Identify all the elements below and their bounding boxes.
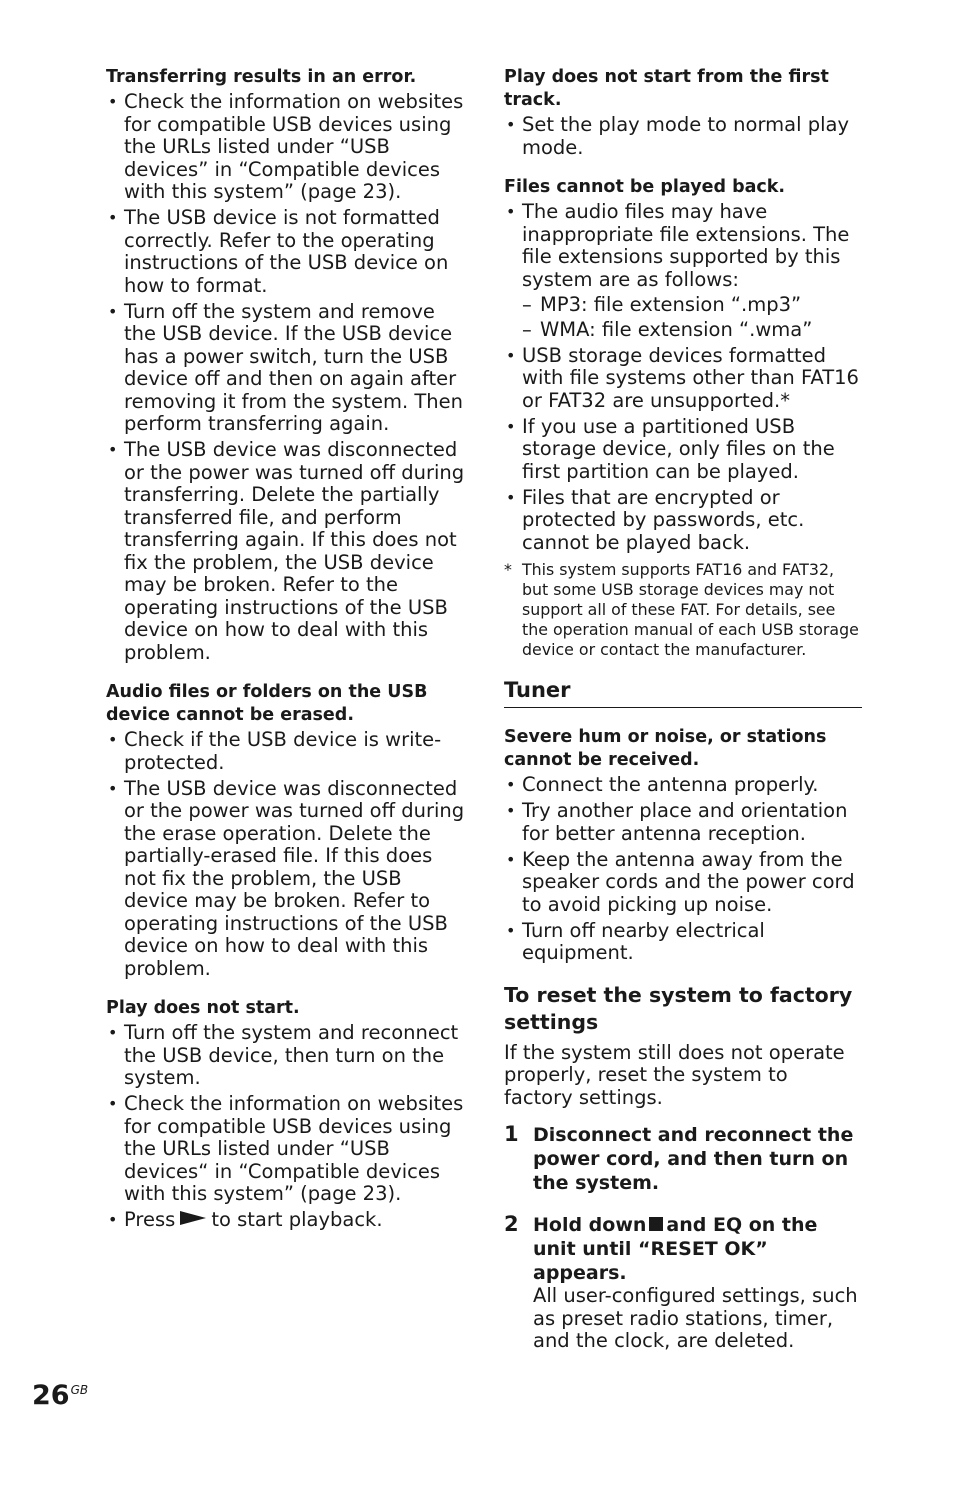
section-heading: Play does not start from the first track. bbox=[504, 67, 829, 110]
bullet-icon: • bbox=[108, 730, 118, 749]
list-item: • Turn off the system and reconnect the USB device, then turn on the system. bbox=[108, 1021, 459, 1089]
list-item: • Check the information on websites for compatible USB devices using the URLs listed under “USB devices“ in “Compatible devices with this system” (page 23). bbox=[108, 1092, 464, 1205]
step-1 bbox=[504, 1123, 862, 1195]
bullet-icon: • bbox=[506, 115, 516, 134]
bullet-icon: • bbox=[506, 920, 516, 940]
reset-title: To reset the system to factory settings bbox=[504, 982, 853, 1034]
list-item: • The USB device was disconnected or the power was turned off during transferring. Delete the partially transferred file, and perform transferring again. If this does not fix the problem, the USB device may be broken. Refer to the operating instructions of the USB device on how to deal with this problem. bbox=[108, 438, 465, 664]
step-number: 1 bbox=[504, 1122, 519, 1146]
play-icon bbox=[180, 1211, 206, 1225]
section-transfer-error bbox=[106, 66, 466, 664]
bullet-icon: • bbox=[108, 440, 118, 459]
list-item: • The USB device is not formatted correctly. Refer to the operating instructions of the USB device on how to format. bbox=[108, 206, 449, 297]
bullet-icon: • bbox=[506, 487, 516, 507]
tuner-title: Tuner bbox=[504, 677, 862, 708]
list-item: • If you use a partitioned USB storage device, only files on the first partition can be played. bbox=[506, 414, 835, 483]
stop-icon bbox=[649, 1217, 663, 1231]
list-item: • The USB device was disconnected or the power was turned off during the erase operation. Delete the partially-erased file. If this does not fix the problem, the USB device may be broken. Refer to operating instructions of the USB device on how to deal with this problem. bbox=[108, 776, 465, 980]
right-column bbox=[504, 66, 862, 1371]
bullet-list bbox=[504, 114, 862, 159]
extension-list bbox=[522, 293, 862, 341]
section-heading: Play does not start. bbox=[106, 998, 300, 1018]
bullet-icon: • bbox=[108, 778, 118, 798]
bullet-icon: • bbox=[506, 849, 516, 869]
section-reset bbox=[504, 982, 862, 1353]
list-item: • Check if the USB device is write-protected. bbox=[108, 728, 442, 774]
section-files-cannot-play bbox=[504, 176, 862, 660]
list-item: • Files that are encrypted or protected by passwords, etc. cannot be played back. bbox=[506, 485, 805, 554]
bullet-list bbox=[504, 774, 862, 965]
bullet-icon: • bbox=[506, 416, 516, 436]
section-heading: Files cannot be played back. bbox=[504, 177, 786, 197]
bullet-icon: • bbox=[108, 92, 118, 111]
list-item: • Press to start playback. bbox=[108, 1208, 383, 1231]
step-text: Hold down and EQ on the unit until “RESET OK” appears. bbox=[533, 1214, 818, 1284]
page-number: $26^{GB}$ bbox=[32, 1380, 89, 1411]
list-item: – WMA: file extension “.wma” bbox=[522, 318, 813, 341]
footnote-mark: * bbox=[504, 560, 512, 579]
list-item: • Turn off nearby electrical equipment. bbox=[506, 918, 765, 964]
section-erase-error bbox=[106, 681, 466, 980]
section-play-first-track bbox=[504, 66, 862, 159]
step-number: 2 bbox=[504, 1212, 519, 1236]
bullet-icon: • bbox=[506, 345, 516, 365]
step-text: Disconnect and reconnect the power cord, and then turn on the system. bbox=[533, 1124, 854, 1194]
list-item: • USB storage devices formatted with file systems other than FAT16 or FAT32 are unsupported.* bbox=[506, 343, 859, 412]
page-suffix: GB bbox=[70, 1383, 89, 1397]
bullet-icon: • bbox=[506, 202, 516, 221]
list-item: • Connect the antenna properly. bbox=[506, 773, 819, 796]
step-2 bbox=[504, 1213, 862, 1353]
bullet-icon: • bbox=[108, 1094, 118, 1113]
list-item: • Check the information on websites for compatible USB devices using the URLs listed under “USB devices” in “Compatible devices with this system” (page 23). bbox=[108, 90, 464, 203]
bullet-icon: • bbox=[108, 208, 118, 227]
list-item: – MP3: file extension “.mp3” bbox=[522, 293, 802, 316]
bullet-list bbox=[504, 201, 862, 554]
section-heading: Severe hum or noise, or stations cannot be received. bbox=[504, 727, 827, 770]
bullet-icon: • bbox=[506, 775, 516, 794]
section-tuner bbox=[504, 726, 862, 965]
bullet-list bbox=[106, 729, 466, 980]
section-heading: Audio files or folders on the USB device cannot be erased. bbox=[106, 682, 428, 725]
section-heading: Transferring results in an error. bbox=[106, 67, 417, 87]
list-item: • The audio files may have inappropriate file extensions. The file extensions supported by this system are as follows: – MP3: file extension “.mp3” – WMA: file extension “.wma” bbox=[504, 201, 862, 341]
list-item: • Set the play mode to normal play mode. bbox=[506, 113, 849, 159]
section-play-not-start bbox=[106, 997, 466, 1232]
dash-icon: – bbox=[522, 318, 532, 341]
reset-intro: If the system still does not operate properly, reset the system to factory settings. bbox=[504, 1040, 845, 1109]
bullet-icon: • bbox=[108, 1210, 118, 1229]
footnote: * This system supports FAT16 and FAT32, but some USB storage devices may not support all of these FAT. For details, see the operation manual of each USB storage device or contact the manufacturer. bbox=[504, 560, 859, 659]
dash-icon: – bbox=[522, 293, 532, 316]
bullet-list bbox=[106, 91, 466, 664]
step-description: All user-configured settings, such as preset radio stations, timer, and the clock, are deleted. bbox=[533, 1284, 858, 1352]
bullet-icon: • bbox=[506, 801, 516, 820]
bullet-list bbox=[106, 1022, 466, 1232]
left-column bbox=[106, 66, 466, 1249]
bullet-icon: • bbox=[108, 301, 118, 321]
list-item: • Keep the antenna away from the speaker cords and the power cord to avoid picking up noise. bbox=[506, 847, 855, 916]
bullet-icon: • bbox=[108, 1023, 118, 1042]
list-item: • Try another place and orientation for better antenna reception. bbox=[506, 799, 848, 845]
list-item: • Turn off the system and remove the USB device. If the USB device has a power switch, turn the USB device off and then on again after removing it from the system. Then perform transferring again. bbox=[108, 299, 463, 435]
